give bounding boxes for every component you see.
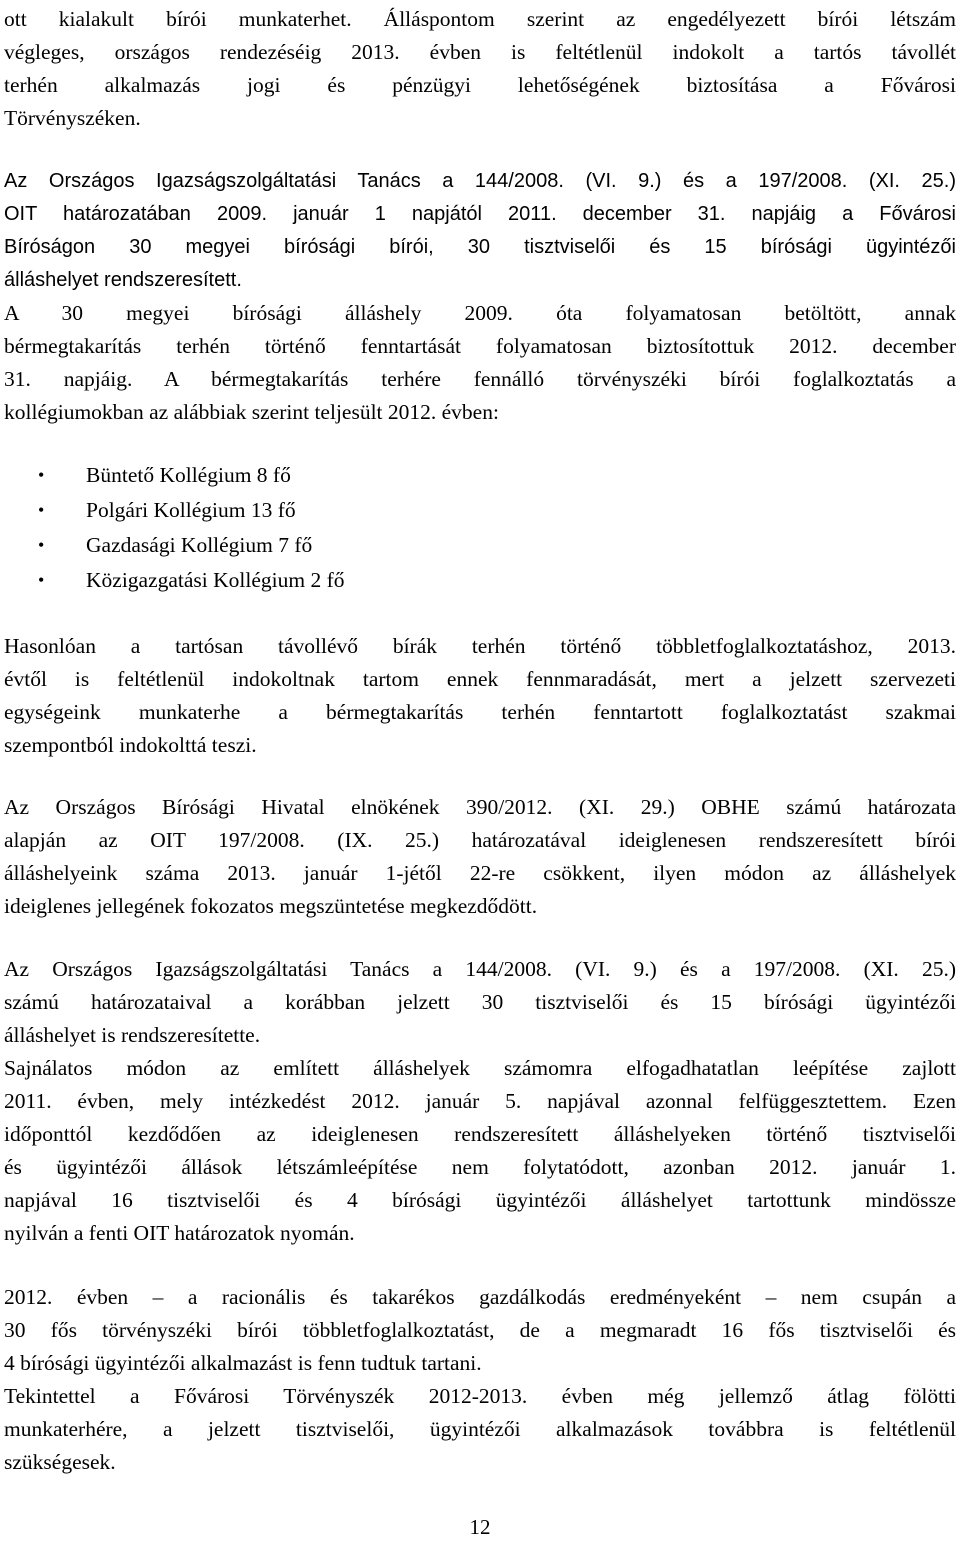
text-line: alapján az OIT 197/2008. (IX. 25.) határozatával ideiglenesen rendszeresített bírói — [4, 828, 956, 852]
text-line: 4 bírósági ügyintézői alkalmazást is fenn tudtuk tartani. — [4, 1351, 482, 1375]
text-line: Az Országos Bírósági Hivatal elnökének 390/2012. (XI. 29.) OBHE számú határozata — [4, 795, 956, 819]
text-line: álláshelyeink száma 2013. január 1-jétől 22-re csökkent, ilyen módon az álláshelyek — [4, 861, 956, 885]
bullet-icon: • — [38, 465, 45, 485]
text-line: álláshelyet is rendszeresítette. — [4, 1023, 261, 1047]
text-line: szükségesek. — [4, 1450, 116, 1474]
text-line: kollégiumokban az alábbiak szerint teljesült 2012. évben: — [4, 400, 499, 424]
text-line: végleges, országos rendezéséig 2013. évben is feltétlenül indokolt a tartós távollét — [4, 40, 956, 64]
text-line: bérmegtakarítás terhén történő fenntartását folyamatosan biztosítottuk 2012. december — [4, 334, 956, 358]
text-line: álláshelyet rendszeresített. — [4, 269, 242, 291]
list-item — [38, 529, 638, 562]
text-line: nyilván a fenti OIT határozatok nyomán. — [4, 1221, 355, 1245]
text-line: 30 fős törvényszéki bírói többletfoglalkoztatást, de a megmaradt 16 fős tisztviselői és — [4, 1318, 956, 1342]
text-line: Hasonlóan a tartósan távollévő bírák terhén történő többletfoglalkoztatáshoz, 2013. — [4, 634, 956, 658]
text-line: 2011. évben, mely intézkedést 2012. január 5. napjával azonnal felfüggesztettem. Ezen — [4, 1089, 956, 1113]
text-line: A 30 megyei bírósági álláshely 2009. óta folyamatosan betöltött, annak — [4, 301, 956, 325]
text-line: egységeink munkaterhe a bérmegtakarítás terhén fenntartott foglalkoztatást szakmai — [4, 700, 956, 724]
list-item-label: Gazdasági Kollégium 7 fő — [86, 533, 313, 557]
text-line: szempontból indokolttá teszi. — [4, 733, 257, 757]
text-line: napjával 16 tisztviselői és 4 bírósági ügyintézői álláshelyet tartottunk mindössze — [4, 1188, 956, 1212]
text-line: Tekintettel a Fővárosi Törvényszék 2012-2013. évben még jellemző átlag fölötti — [4, 1384, 956, 1408]
text-line: időponttól kezdődően az ideiglenesen rendszeresített álláshelyeken történő tisztviselői — [4, 1122, 956, 1146]
bullet-icon: • — [38, 535, 45, 555]
text-line: Sajnálatos módon az említett álláshelyek számomra elfogadhatatlan leépítése zajlott — [4, 1056, 956, 1080]
list-item — [38, 459, 638, 492]
list-item — [38, 494, 638, 527]
list-item-label: Polgári Kollégium 13 fő — [86, 498, 296, 522]
text-line: ideiglenes jellegének fokozatos megszüntetése megkezdődött. — [4, 894, 538, 918]
page-number: 12 — [469, 1515, 491, 1539]
text-line: OIT határozatában 2009. január 1 napjától 2011. december 31. napjáig a Fővárosi — [4, 203, 956, 225]
text-line: terhén alkalmazás jogi és pénzügyi lehetőségének biztosítása a Fővárosi — [4, 73, 956, 97]
text-line: 2012. évben – a racionális és takarékos gazdálkodás eredményeként – nem csupán a — [4, 1285, 956, 1309]
text-line: évtől is feltétlenül indokoltnak tartom ennek fennmaradását, mert a jelzett szervezeti — [4, 667, 956, 691]
text-line: Bíróságon 30 megyei bírósági bírói, 30 tisztviselői és 15 bírósági ügyintézői — [4, 236, 956, 258]
text-line: 31. napjáig. A bérmegtakarítás terhére fennálló törvényszéki bírói foglalkoztatás a — [4, 367, 956, 391]
bullet-icon: • — [38, 500, 45, 520]
text-line: Az Országos Igazságszolgáltatási Tanács a 144/2008. (VI. 9.) és a 197/2008. (XI. 25.) — [4, 170, 956, 192]
list-item — [38, 564, 638, 597]
text-line: munkaterhére, a jelzett tisztviselői, ügyintézői alkalmazások továbbra is feltétlenül — [4, 1417, 956, 1441]
text-line: ott kialakult bírói munkaterhet. Álláspontom szerint az engedélyezett bírói létszám — [4, 7, 956, 31]
text-line: Törvényszéken. — [4, 106, 141, 130]
text-line: Az Országos Igazságszolgáltatási Tanács a 144/2008. (VI. 9.) és a 197/2008. (XI. 25.) — [4, 957, 956, 981]
text-line: és ügyintézői állások létszámleépítése nem folytatódott, azonban 2012. január 1. — [4, 1155, 956, 1179]
list-item-label: Büntető Kollégium 8 fő — [86, 463, 291, 487]
text-line: számú határozataival a korábban jelzett 30 tisztviselői és 15 bírósági ügyintézői — [4, 990, 956, 1014]
bullet-icon: • — [38, 570, 45, 590]
list-item-label: Közigazgatási Kollégium 2 fő — [86, 568, 345, 592]
